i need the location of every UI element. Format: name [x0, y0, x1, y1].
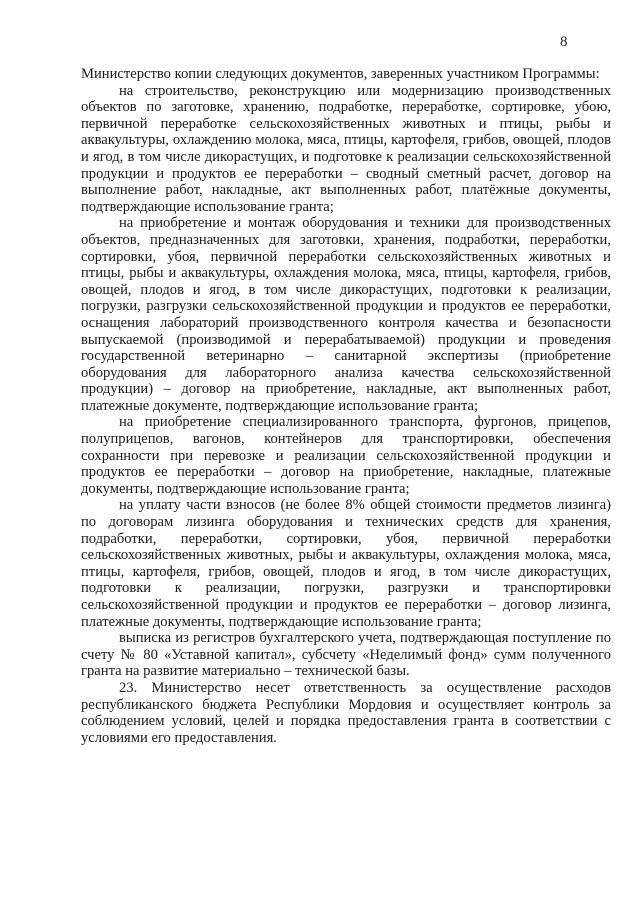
paragraph-accounting-extract: выписка из регистров бухгалтерского учета, подтверждающая поступление по счету № 80 «Уставной капитал», субсчету «Неделимый фонд» сумм полученного гранта на развитие материально – технической базы. — [81, 630, 611, 680]
paragraph-construction: на строительство, реконструкцию или модернизацию производственных объектов по заготовке, хранению, подработке, переработке, сортировке, убою, первичной переработке сельскохозяйственных животных и птицы, рыбы и аквакультуры, охлаждению молока, мяса, птицы, картофеля, грибов, овощей, плодов и ягод, в том числе дикорастущих, и подготовке к реализации сельскохозяйственной продукции и продуктов ее переработки – сводный сметный расчет, договор на выполнение работ, накладные, акт выполненных работ, платёжные документы, подтверждающие использование гранта; — [81, 82, 611, 215]
document-body — [81, 66, 611, 746]
paragraph-leasing: на уплату части взносов (не более 8% общей стоимости предметов лизинга) по договорам лизинга оборудования и технических средств для хранения, подработки, переработки, сортировки, убоя, первичной переработки сельскохозяйственных животных, рыбы и аквакультуры, охлаждения молока, мяса, птицы, картофеля, грибов, овощей, плодов и ягод, в том числе дикорастущих, подготовки к реализации, погрузки, разгрузки и транспортировки сельскохозяйственной продукции и продуктов ее переработки – договор лизинга, платежные документы, подтверждающие использование гранта; — [81, 497, 611, 630]
paragraph-equipment: на приобретение и монтаж оборудования и техники для производственных объектов, предназначенных для заготовки, хранения, подработки, переработки, сортировки, убоя, первичной переработки сельскохозяйственных животных и птицы, рыбы и аквакультуры, охлаждения молока, мяса, птицы, картофеля, грибов, овощей, плодов и ягод, в том числе дикорастущих, подготовки к реализации, погрузки, разгрузки сельскохозяйственной продукции и продуктов ее переработки, оснащения лабораторий производственного контроля качества и безопасности выпускаемой (производимой и перерабатываемой) продукции и проведения государственной ветеринарно – санитарной экспертизы (приобретение оборудования для лабораторного анализа качества сельскохозяйственной продукции) – договор на приобретение, накладные, акт выполненных работ, платежные документе, подтверждающие использование гранта; — [81, 215, 611, 414]
paragraph-intro: Министерство копии следующих документов, заверенных участником Программы: — [81, 66, 600, 82]
paragraph-item-23: 23. Министерство несет ответственность за осуществление расходов республиканского бюджета Республики Мордовия и осуществляет контроль за соблюдением условий, целей и порядка предоставления гранта в соответствии с условиями его предоставления. — [81, 679, 611, 746]
paragraph-transport: на приобретение специализированного транспорта, фургонов, прицепов, полуприцепов, вагонов, контейнеров для транспортировки, обеспечения сохранности при перевозке и реализации сельскохозяйственной продукции и продуктов ее переработки – договор на приобретение, накладные, платежные документы, подтверждающие использование гранта; — [81, 414, 611, 497]
page-number: 8 — [560, 34, 568, 50]
